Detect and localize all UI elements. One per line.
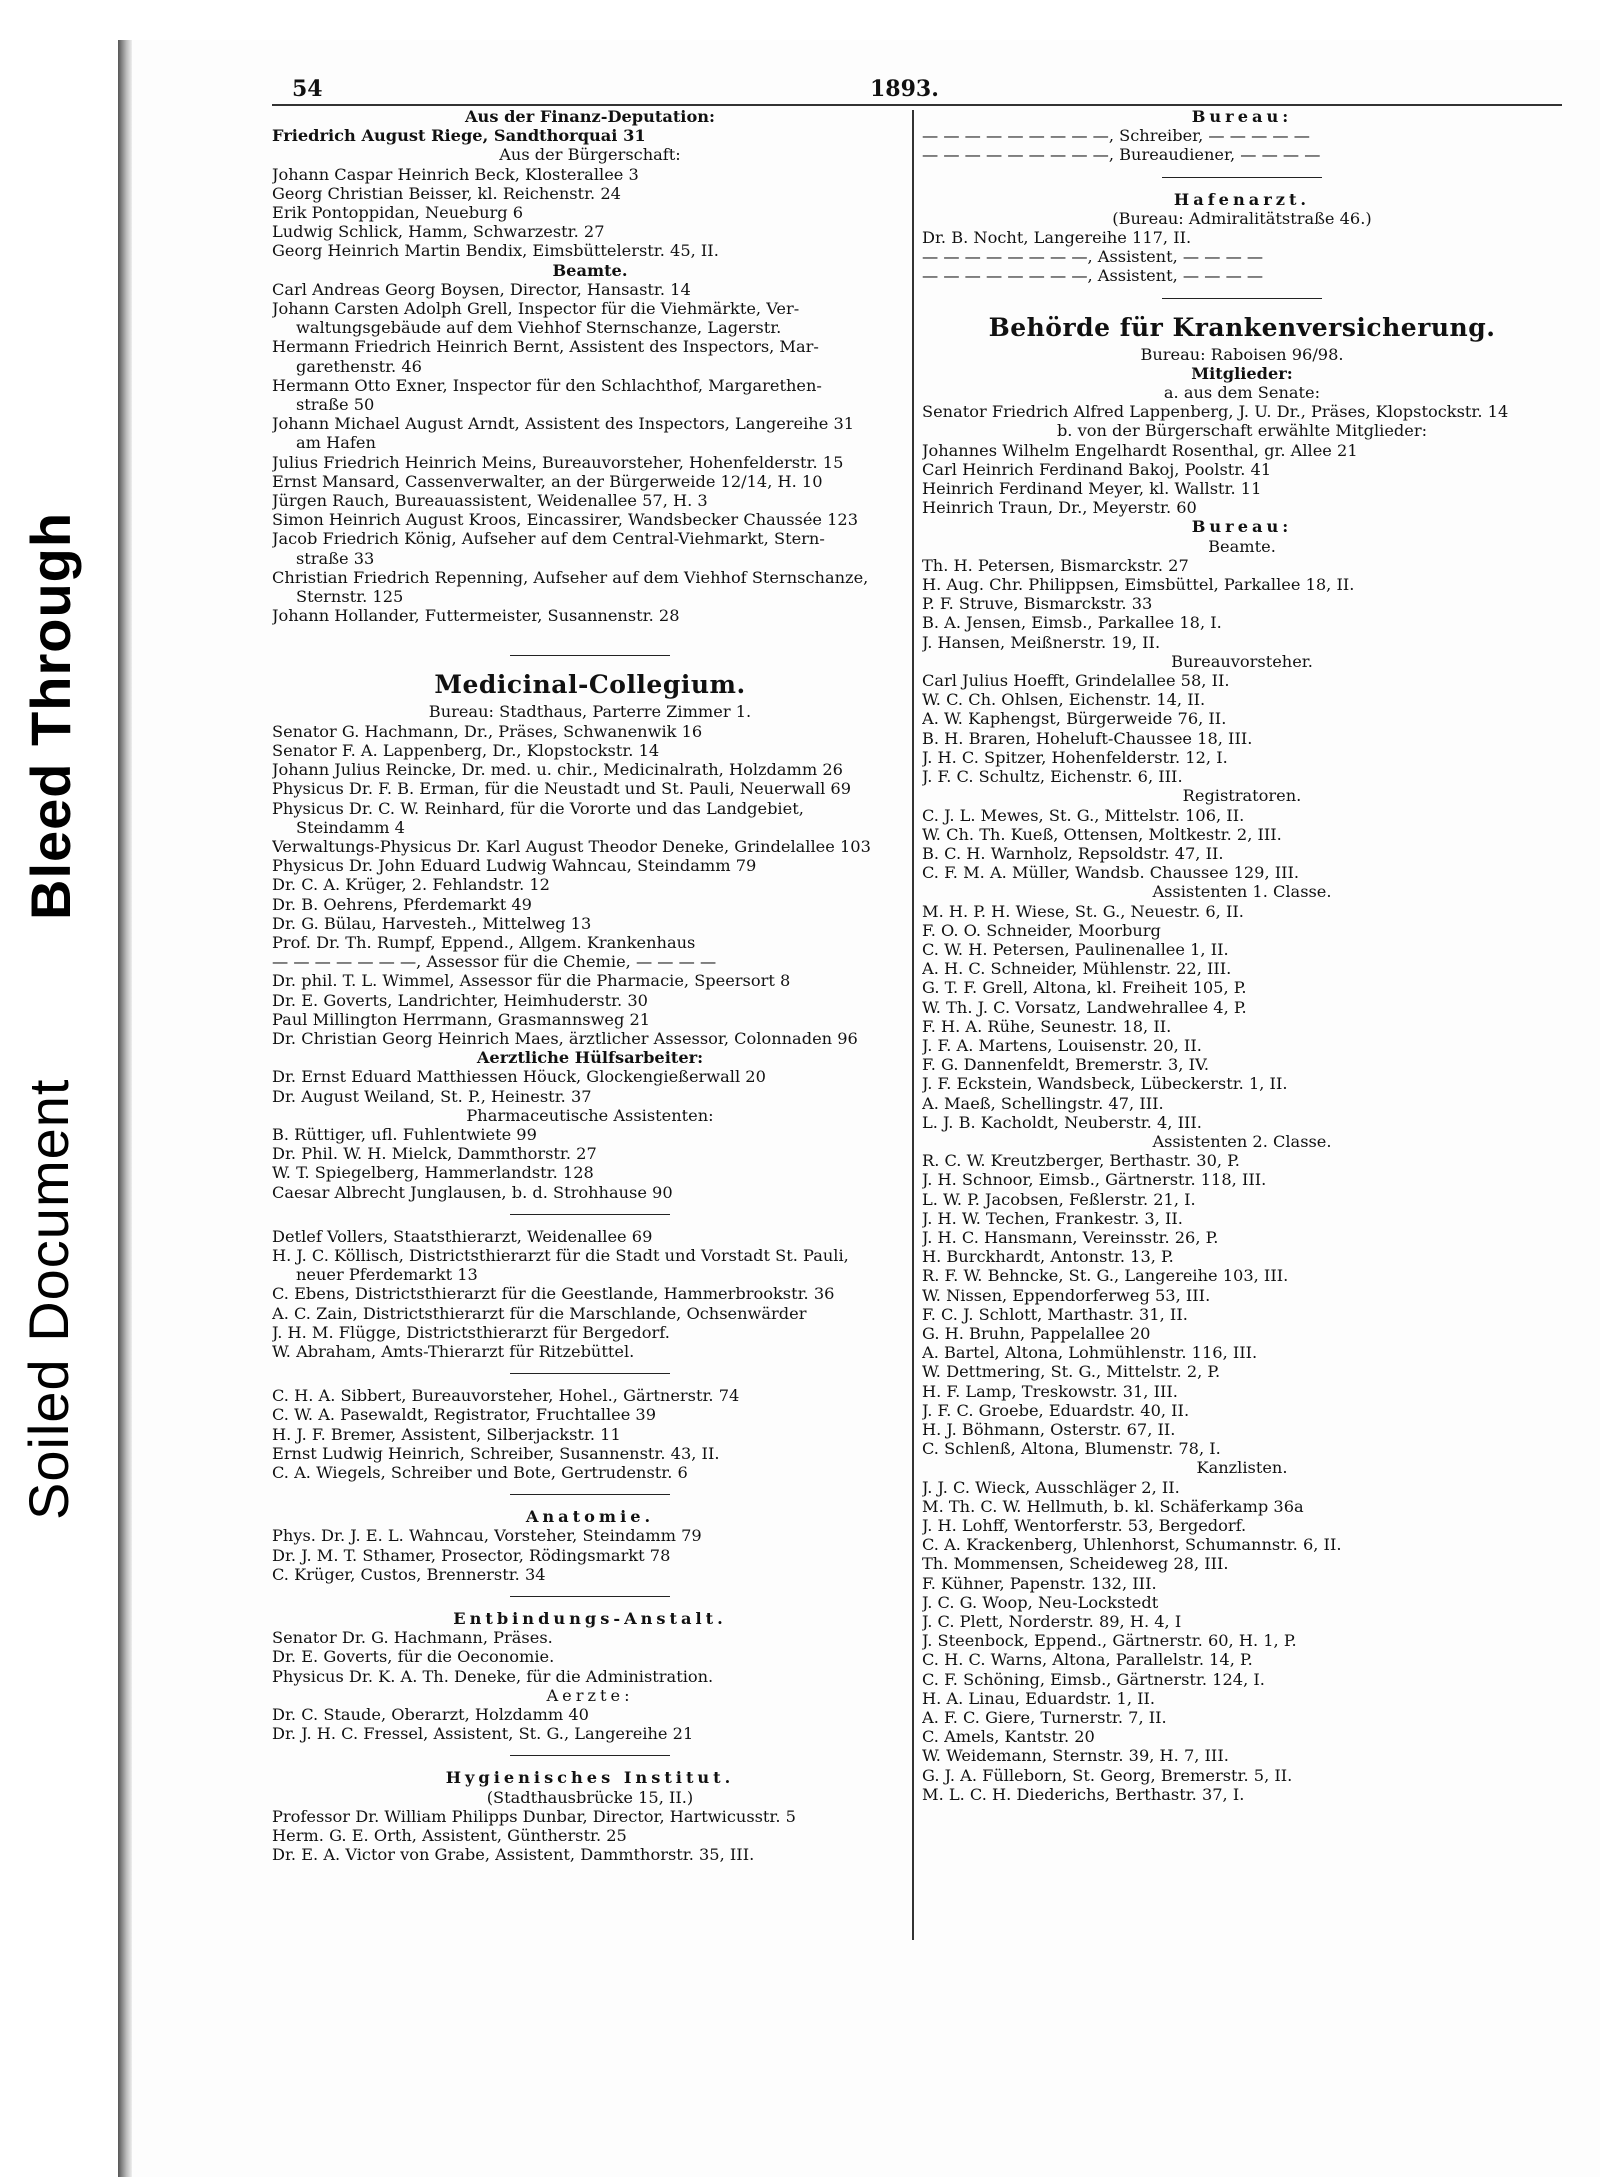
list-item: H. A. Linau, Eduardstr. 1, II. — [922, 1688, 1156, 1708]
list-item: J. Hansen, Meißnerstr. 19, II. — [922, 632, 1161, 652]
section-separator — [1162, 298, 1322, 299]
list-item: Heinrich Ferdinand Meyer, kl. Wallstr. 11 — [922, 479, 1262, 499]
list-item: J. H. Lohff, Wentorferstr. 53, Bergedorf. — [922, 1516, 1247, 1536]
entry-line: Physicus Dr. F. B. Erman, für die Neustadt und St. Pauli, Neuerwall 69 — [272, 779, 852, 799]
list-item: Dr. August Weiland, St. P., Heinestr. 37 — [272, 1086, 592, 1106]
list-item: Dr. Ernst Eduard Matthiessen Höuck, Glockengießerwall 20 — [272, 1067, 766, 1087]
list-item: P. F. Struve, Bismarckstr. 33 — [922, 594, 1153, 614]
list-item: W. Dettmering, St. G., Mittelstr. 2, P. — [922, 1362, 1221, 1382]
kv-beamte-heading: Beamte. — [1208, 536, 1276, 556]
list-item: J. F. Eckstein, Wandsbeck, Lübeckerstr. 1, II. — [922, 1074, 1288, 1094]
entry — [272, 414, 908, 452]
list-item: Georg Heinrich Martin Bendix, Eimsbüttelerstr. 45, II. — [272, 241, 719, 261]
kanzlisten-heading: Kanzlisten. — [1196, 1458, 1288, 1478]
entry — [272, 741, 908, 760]
bureau-staff-list — [272, 1386, 908, 1482]
list-item: Dr. B. Nocht, Langereihe 117, II. — [922, 228, 1192, 248]
header-rule — [272, 104, 1562, 106]
entry-continuation: straße 50 — [296, 395, 375, 415]
section-separator — [510, 1755, 670, 1756]
entry — [272, 299, 908, 337]
list-item: G. T. F. Grell, Altona, kl. Freiheit 105, P. — [922, 978, 1247, 998]
hafenarzt-heading: Hafenarzt. — [1173, 189, 1311, 209]
list-item: C. Krüger, Custos, Brennerstr. 34 — [272, 1564, 546, 1584]
list-item: A. W. Kaphengst, Bürgerweide 76, II. — [922, 709, 1227, 729]
entry-line: Christian Friedrich Repenning, Aufseher auf dem Viehhof Sternschanze, — [272, 567, 869, 587]
list-item: M. H. P. H. Wiese, St. G., Neuestr. 6, II. — [922, 901, 1244, 921]
entry-line: Hermann Otto Exner, Inspector für den Schlachthof, Margarethen- — [272, 375, 822, 395]
medicinal-list — [272, 722, 908, 1048]
list-item: A. H. C. Schneider, Mühlenstr. 22, III. — [922, 959, 1232, 979]
entry-line: Ernst Mansard, Cassenverwalter, an der Bürgerweide 12/14, H. 10 — [272, 471, 823, 491]
entry — [272, 1284, 908, 1303]
kv-bureau-heading: Bureau: — [1191, 517, 1293, 537]
entry-line: Johann Hollander, Futtermeister, Susannenstr. 28 — [272, 606, 680, 626]
bleed-through-label: Bleed Through — [19, 511, 82, 920]
list-item: F. Kühner, Papenstr. 132, III. — [922, 1573, 1157, 1593]
entry — [272, 472, 908, 491]
list-item: F. O. O. Schneider, Moorburg — [922, 920, 1161, 940]
section-separator — [510, 1214, 670, 1215]
right-column — [922, 107, 1562, 1804]
entry-line: Hermann Friedrich Heinrich Bernt, Assistent des Inspectors, Mar- — [272, 337, 819, 357]
vorsteher-heading: Bureauvorsteher. — [1171, 651, 1313, 671]
list-item: G. H. Bruhn, Pappelallee 20 — [922, 1323, 1151, 1343]
list-item: B. H. Braren, Hoheluft-Chaussee 18, III. — [922, 728, 1253, 748]
list-item: Dr. E. Goverts, für die Oeconomie. — [272, 1647, 555, 1667]
entry-continuation: waltungsgebäude auf dem Viehhof Sternschanze, Lagerstr. — [296, 318, 782, 338]
list-item: Senator Dr. G. Hachmann, Präses. — [272, 1628, 553, 1648]
list-item: C. A. Wiegels, Schreiber und Bote, Gertrudenstr. 6 — [272, 1463, 688, 1482]
list-item: J. H. W. Techen, Frankestr. 3, II. — [922, 1208, 1183, 1228]
list-item: Georg Christian Beisser, kl. Reichenstr. 24 — [272, 183, 621, 203]
entry-line: A. C. Zain, Districtsthierarzt für die Marschlande, Ochsenwärder — [272, 1303, 807, 1323]
hafenarzt-sub: (Bureau: Admiralitätstraße 46.) — [1112, 208, 1372, 228]
pharm-heading: Pharmaceutische Assistenten: — [466, 1105, 714, 1125]
hafenarzt-list — [922, 228, 1562, 286]
list-item: Dr. J. M. T. Sthamer, Prosector, Rödingsmarkt 78 — [272, 1545, 671, 1565]
list-item: C. Schlenß, Altona, Blumenstr. 78, I. — [922, 1439, 1221, 1459]
list-item: Professor Dr. William Philipps Dunbar, Director, Hartwicusstr. 5 — [272, 1806, 796, 1826]
assist1-heading: Assistenten 1. Classe. — [1152, 882, 1332, 902]
list-item: B. C. H. Warnholz, Repsoldstr. 47, II. — [922, 843, 1224, 863]
entry-line: Dr. Christian Georg Heinrich Maes, ärztlicher Assessor, Colonnaden 96 — [272, 1028, 858, 1048]
entbindung-heading: Entbindungs-Anstalt. — [453, 1609, 727, 1629]
list-item: Physicus Dr. K. A. Th. Deneke, für die Administration. — [272, 1666, 714, 1686]
beamte-list — [272, 280, 908, 626]
list-item: Phys. Dr. J. E. L. Wahncau, Vorsteher, Steindamm 79 — [272, 1526, 702, 1546]
entry-continuation: straße 33 — [296, 548, 375, 568]
list-item: Herm. G. E. Orth, Assistent, Güntherstr. 25 — [272, 1826, 627, 1846]
list-item: Th. H. Petersen, Bismarckstr. 27 — [922, 555, 1189, 575]
list-item: B. A. Jensen, Eimsb., Parkallee 18, I. — [922, 613, 1222, 633]
list-item: J. H. C. Hansmann, Vereinsstr. 26, P. — [922, 1227, 1219, 1247]
entry — [272, 722, 908, 741]
entry-line: Dr. C. A. Krüger, 2. Fehlandstr. 12 — [272, 875, 550, 895]
list-item: F. G. Dannenfeldt, Bremerstr. 3, IV. — [922, 1055, 1209, 1075]
aerzte-heading: Aerzte: — [546, 1685, 634, 1705]
entry — [272, 856, 908, 875]
entry — [272, 337, 908, 375]
beamte-heading: Beamte. — [552, 260, 628, 280]
entry-line: Jürgen Rauch, Bureauassistent, Weidenallee 57, H. 3 — [272, 491, 708, 511]
entry-line: H. J. C. Köllisch, Districtsthierarzt für die Stadt und Vorstadt St. Pauli, — [272, 1245, 849, 1265]
entry — [272, 991, 908, 1010]
list-item: L. W. P. Jacobsen, Feßlerstr. 21, I. — [922, 1189, 1196, 1209]
entry-line: Dr. E. Goverts, Landrichter, Heimhuderstr. 30 — [272, 990, 648, 1010]
list-item: J. Steenbock, Eppend., Gärtnerstr. 60, H. 1, P. — [922, 1631, 1297, 1651]
list-item: H. Aug. Chr. Philippsen, Eimsbüttel, Parkallee 18, II. — [922, 575, 1355, 595]
list-item: Carl Heinrich Ferdinand Bakoj, Poolstr. 41 — [922, 459, 1272, 479]
entry — [272, 280, 908, 299]
column-divider — [912, 110, 914, 1940]
list-item: W. Nissen, Eppendorferweg 53, III. — [922, 1285, 1211, 1305]
list-item: C. A. Krackenberg, Uhlenhorst, Schumannstr. 6, II. — [922, 1535, 1342, 1555]
kv-senat-heading: a. aus dem Senate: — [1163, 383, 1321, 403]
list-item: Johannes Wilhelm Engelhardt Rosenthal, gr. Allee 21 — [922, 440, 1358, 460]
entry-line: Detlef Vollers, Staatsthierarzt, Weidenallee 69 — [272, 1226, 653, 1246]
hyg-list — [272, 1807, 908, 1865]
entry — [272, 453, 908, 472]
entry — [272, 491, 908, 510]
hyg-heading: Hygienisches Institut. — [445, 1768, 735, 1788]
anatomie-heading: Anatomie. — [525, 1507, 655, 1527]
list-item: Dr. E. A. Victor von Grabe, Assistent, Dammthorstr. 35, III. — [272, 1845, 755, 1865]
entry-line: Johann Carsten Adolph Grell, Inspector für die Viehmärkte, Ver- — [272, 299, 800, 319]
entry-line: Simon Heinrich August Kroos, Eincassirer, Wandsbecker Chaussée 123 — [272, 510, 859, 530]
list-item: B. Rüttiger, ufl. Fuhlentwiete 99 — [272, 1124, 537, 1144]
buerger-list — [272, 165, 908, 261]
list-item: C. W. A. Pasewaldt, Registrator, Fruchtallee 39 — [272, 1405, 657, 1425]
list-item: — — — — — — — —, Assistent, — — — — — [922, 266, 1264, 286]
list-item: A. Bartel, Altona, Lohmühlenstr. 116, III. — [922, 1343, 1258, 1363]
list-item: G. J. A. Fülleborn, St. Georg, Bremerstr. 5, II. — [922, 1765, 1293, 1785]
kv-buerger-heading: b. von der Bürgerschaft erwählte Mitglieder: — [1056, 421, 1428, 441]
entry — [272, 1323, 908, 1342]
entry-line: Johann Michael August Arndt, Assistent des Inspectors, Langereihe 31 — [272, 414, 855, 434]
kv-buerger-list — [922, 441, 1562, 518]
soiled-document-label: Soiled Document — [17, 1078, 80, 1520]
list-item: Heinrich Traun, Dr., Meyerstr. 60 — [922, 498, 1197, 518]
kv-beamte-list — [922, 556, 1562, 652]
assist2-heading: Assistenten 2. Classe. — [1152, 1131, 1332, 1151]
entry-line: Physicus Dr. C. W. Reinhard, für die Vororte und das Landgebiet, — [272, 798, 804, 818]
pharm-list — [272, 1125, 908, 1202]
entry-line: Dr. G. Bülau, Harvesteh., Mittelweg 13 — [272, 913, 592, 933]
list-item: J. H. Schnoor, Eimsb., Gärtnerstr. 118, III. — [922, 1170, 1267, 1190]
thierarzt-list — [272, 1227, 908, 1361]
assist2-list — [922, 1151, 1562, 1458]
entry-line: Julius Friedrich Heinrich Meins, Bureauvorsteher, Hohenfelderstr. 15 — [272, 452, 844, 472]
list-item: — — — — — — — —, Assistent, — — — — — [922, 247, 1264, 267]
entry — [272, 1029, 908, 1048]
section-separator — [510, 655, 670, 656]
entry-line: Paul Millington Herrmann, Grasmannsweg 21 — [272, 1009, 651, 1029]
list-item: Carl Julius Hoefft, Grindelallee 58, II. — [922, 671, 1230, 691]
entry — [272, 914, 908, 933]
left-column — [272, 107, 908, 1864]
entry — [272, 760, 908, 779]
medicinal-bureau: Bureau: Stadthaus, Parterre Zimmer 1. — [428, 702, 752, 722]
list-item: R. F. W. Behncke, St. G., Langereihe 103, III. — [922, 1266, 1289, 1286]
entry-line: J. H. M. Flügge, Districtsthierarzt für Bergedorf. — [272, 1322, 670, 1342]
registratoren-list — [922, 806, 1562, 883]
bureau-heading: Bureau: — [1191, 107, 1293, 126]
list-item: J. H. C. Spitzer, Hohenfelderstr. 12, I. — [922, 747, 1228, 767]
list-item: A. F. C. Giere, Turnerstr. 7, II. — [922, 1708, 1167, 1728]
entry-line: — — — — — — —, Assessor für die Chemie, — — — — — [272, 952, 717, 972]
list-item: C. F. M. A. Müller, Wandsb. Chaussee 129, III. — [922, 863, 1300, 883]
list-item: Dr. Phil. W. H. Mielck, Dammthorstr. 27 — [272, 1144, 597, 1164]
entry-line: Senator G. Hachmann, Dr., Präses, Schwanenwik 16 — [272, 721, 703, 741]
registratoren-heading: Registratoren. — [1182, 786, 1302, 806]
entry-line: Dr. B. Oehrens, Pferdemarkt 49 — [272, 894, 532, 914]
aerzte-list — [272, 1705, 908, 1743]
list-item: W. Th. J. C. Vorsatz, Landwehrallee 4, P. — [922, 997, 1247, 1017]
list-item: F. H. A. Rühe, Seunestr. 18, II. — [922, 1016, 1172, 1036]
entry-line: Johann Julius Reincke, Dr. med. u. chir., Medicinalrath, Holzdamm 26 — [272, 760, 843, 780]
entry-line: Carl Andreas Georg Boysen, Director, Hansastr. 14 — [272, 279, 691, 299]
list-item: Ernst Ludwig Heinrich, Schreiber, Susannenstr. 43, II. — [272, 1443, 720, 1463]
huelfs-list — [272, 1067, 908, 1105]
hyg-sub: (Stadthausbrücke 15, II.) — [486, 1787, 694, 1807]
huelfs-heading: Aerztliche Hülfsarbeiter: — [476, 1048, 704, 1068]
list-item: J. F. C. Groebe, Eduardstr. 40, II. — [922, 1400, 1190, 1420]
list-item: C. H. C. Warns, Altona, Parallelstr. 14, P. — [922, 1650, 1253, 1670]
list-item: — — — — — — — — —, Schreiber, — — — — — — [922, 126, 1310, 146]
list-item: J. C. Plett, Norderstr. 89, H. 4, I — [922, 1612, 1182, 1632]
list-item: L. J. B. Kacholdt, Neuberstr. 4, III. — [922, 1112, 1202, 1132]
entry-line: Verwaltungs-Physicus Dr. Karl August Theodor Deneke, Grindelallee 103 — [272, 836, 871, 856]
list-item: W. C. Ch. Ohlsen, Eichenstr. 14, II. — [922, 690, 1206, 710]
list-item: Dr. C. Staude, Oberarzt, Holzdamm 40 — [272, 1705, 589, 1725]
finanz-line: Friedrich August Riege, Sandthorquai 31 — [272, 126, 646, 146]
annotation-sidebar — [0, 0, 118, 2177]
entbindung-list — [272, 1628, 908, 1686]
list-item: H. J. Böhmann, Osterstr. 67, II. — [922, 1420, 1176, 1439]
buerger-heading: Aus der Bürgerschaft: — [499, 145, 681, 165]
entry — [272, 1010, 908, 1029]
entry — [272, 875, 908, 894]
entry — [272, 895, 908, 914]
list-item: C. J. L. Mewes, St. G., Mittelstr. 106, II. — [922, 805, 1245, 825]
page-number: 54 — [292, 76, 323, 102]
list-item: W. Ch. Th. Kueß, Ottensen, Moltkestr. 2, III. — [922, 824, 1282, 844]
list-item: C. Amels, Kantstr. 20 — [922, 1727, 1095, 1747]
list-item: C. H. A. Sibbert, Bureauvorsteher, Hohel., Gärtnerstr. 74 — [272, 1386, 740, 1406]
entry — [272, 510, 908, 529]
anatomie-list — [272, 1526, 908, 1584]
entry-line: C. Ebens, Districtsthierarzt für die Geestlande, Hammerbrookstr. 36 — [272, 1284, 835, 1304]
entry-line: Physicus Dr. John Eduard Ludwig Wahncau, Steindamm 79 — [272, 856, 757, 876]
list-item: Caesar Albrecht Junglausen, b. d. Strohhause 90 — [272, 1182, 673, 1202]
entry — [272, 1342, 908, 1361]
entry — [272, 1227, 908, 1246]
list-item: C. F. Schöning, Eimsb., Gärtnerstr. 124, I. — [922, 1669, 1265, 1689]
kv-senat: Senator Friedrich Alfred Lappenberg, J. U. Dr., Präses, Klopstockstr. 14 — [922, 402, 1509, 422]
list-item: J. F. C. Schultz, Eichenstr. 6, III. — [922, 767, 1183, 787]
list-item: W. Weidemann, Sternstr. 39, H. 7, III. — [922, 1746, 1229, 1766]
kv-bureau: Bureau: Raboisen 96/98. — [1140, 344, 1344, 364]
list-item: Johann Caspar Heinrich Beck, Klosterallee 3 — [272, 164, 639, 184]
entry-continuation: Sternstr. 125 — [296, 587, 404, 607]
entry — [272, 779, 908, 798]
kanzlisten-list — [922, 1478, 1562, 1804]
list-item: C. W. H. Petersen, Paulinenallee 1, II. — [922, 939, 1229, 959]
kv-mitglieder: Mitglieder: — [1191, 363, 1293, 383]
bureau-lines — [922, 126, 1562, 164]
entry-line: W. Abraham, Amts-Thierarzt für Ritzebüttel. — [272, 1341, 635, 1361]
entry — [272, 568, 908, 606]
entry-line: Dr. phil. T. L. Wimmel, Assessor für die Pharmacie, Speersort 8 — [272, 971, 791, 991]
scan-background — [0, 0, 1600, 40]
list-item: — — — — — — — — —, Bureaudiener, — — — — — [922, 145, 1321, 165]
list-item: Ludwig Schlick, Hamm, Schwarzestr. 27 — [272, 222, 605, 242]
list-item: Erik Pontoppidan, Neueburg 6 — [272, 203, 524, 223]
list-item: H. J. F. Bremer, Assistent, Silberjackstr. 11 — [272, 1424, 621, 1444]
entry — [272, 1246, 908, 1284]
list-item: W. T. Spiegelberg, Hammerlandstr. 128 — [272, 1163, 594, 1183]
list-item: H. Burckhardt, Antonstr. 13, P. — [922, 1247, 1174, 1267]
list-item: H. F. Lamp, Treskowstr. 31, III. — [922, 1381, 1178, 1401]
entry — [272, 971, 908, 990]
section-separator — [510, 1494, 670, 1495]
entry-continuation: garethenstr. 46 — [296, 356, 422, 376]
page-edge-shadow — [118, 40, 132, 2177]
entry-line: Jacob Friedrich König, Aufseher auf dem Central-Viehmarkt, Stern- — [272, 529, 825, 549]
assist1-list — [922, 902, 1562, 1132]
section-separator — [510, 1596, 670, 1597]
entry — [272, 799, 908, 837]
list-item: Dr. J. H. C. Fressel, Assistent, St. G., Langereihe 21 — [272, 1724, 694, 1744]
entry-line: Senator F. A. Lappenberg, Dr., Klopstockstr. 14 — [272, 740, 660, 760]
list-item: R. C. W. Kreutzberger, Berthastr. 30, P. — [922, 1151, 1240, 1171]
page-year: 1893. — [870, 76, 939, 102]
list-item: J. C. G. Woop, Neu-Lockstedt — [922, 1592, 1159, 1612]
entry-continuation: Steindamm 4 — [296, 817, 405, 837]
list-item: M. L. C. H. Diederichs, Berthastr. 37, I. — [922, 1784, 1245, 1804]
section-separator — [510, 1373, 670, 1374]
entry-continuation: neuer Pferdemarkt 13 — [296, 1265, 478, 1285]
entry — [272, 933, 908, 952]
list-item: J. F. A. Martens, Louisenstr. 20, II. — [922, 1035, 1202, 1055]
medicinal-title: Medicinal-Collegium. — [434, 670, 746, 700]
finanz-heading: Aus der Finanz-Deputation: — [465, 107, 715, 126]
vorsteher-list — [922, 671, 1562, 786]
list-item: M. Th. C. W. Hellmuth, b. kl. Schäferkamp 36a — [922, 1496, 1304, 1516]
section-separator — [1162, 177, 1322, 178]
entry-continuation: am Hafen — [296, 433, 376, 453]
list-item: J. J. C. Wieck, Ausschläger 2, II. — [922, 1477, 1180, 1497]
entry — [272, 376, 908, 414]
entry — [272, 952, 908, 971]
list-item: A. Maeß, Schellingstr. 47, III. — [922, 1093, 1164, 1113]
entry — [272, 529, 908, 567]
entry — [272, 606, 908, 625]
entry — [272, 837, 908, 856]
kv-title: Behörde für Krankenversicherung. — [988, 312, 1496, 342]
entry — [272, 1304, 908, 1323]
list-item: Th. Mommensen, Scheideweg 28, III. — [922, 1554, 1229, 1574]
list-item: F. C. J. Schlott, Marthastr. 31, II. — [922, 1304, 1188, 1324]
entry-line: Prof. Dr. Th. Rumpf, Eppend., Allgem. Krankenhaus — [272, 932, 696, 952]
